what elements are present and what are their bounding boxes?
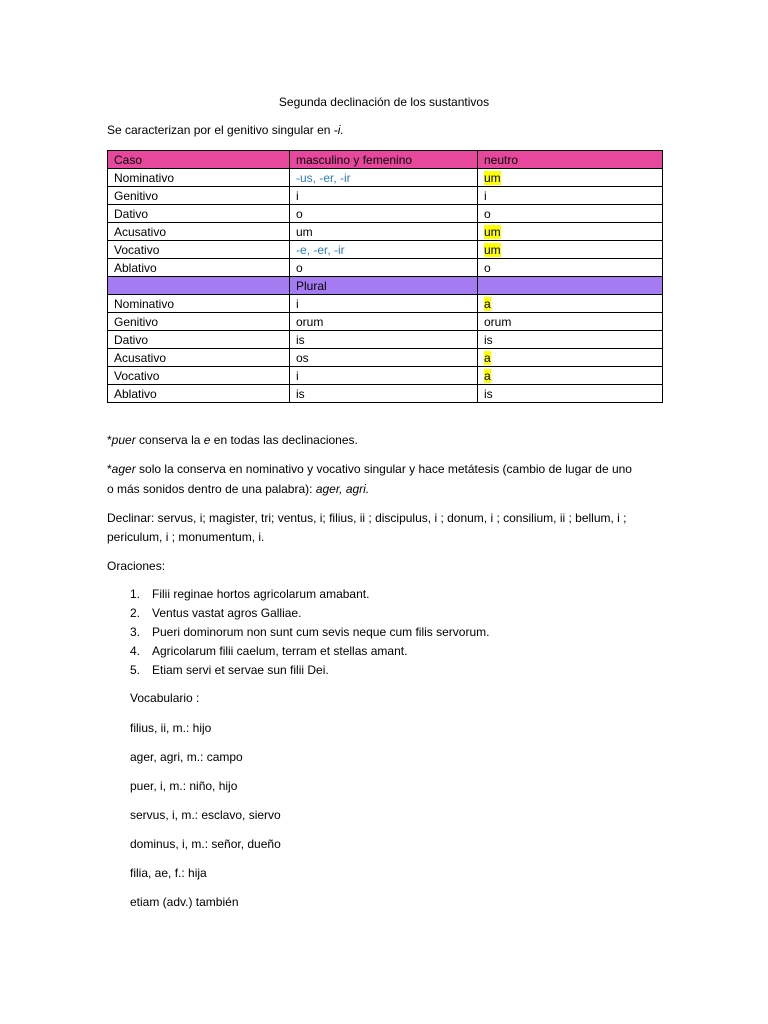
masc-fem-cell: um — [290, 223, 478, 241]
masc-fem-cell — [290, 241, 478, 259]
note-puer — [107, 432, 358, 448]
list-number: 2. — [130, 606, 141, 620]
list-number: 5. — [130, 663, 141, 677]
vocabulario-heading: Vocabulario : — [130, 691, 200, 705]
caso-cell: Nominativo — [108, 295, 290, 313]
table-row — [108, 295, 663, 313]
header-neutro: neutro — [478, 151, 663, 169]
masc-fem-cell: i — [290, 295, 478, 313]
table-row — [108, 367, 663, 385]
caso-cell: Genitivo — [108, 187, 290, 205]
table-header-row — [108, 151, 663, 169]
note-text: * — [107, 433, 112, 447]
neutro-cell — [478, 295, 663, 313]
caso-cell: Genitivo — [108, 313, 290, 331]
caso-cell: Acusativo — [108, 223, 290, 241]
list-item — [130, 586, 369, 602]
header-caso: Caso — [108, 151, 290, 169]
neutro-cell: is — [478, 385, 663, 403]
note-emphasis: ager — [111, 462, 136, 476]
table-row — [108, 187, 663, 205]
neutro-cell — [478, 367, 663, 385]
declension-table — [107, 150, 663, 403]
ending-text: a — [484, 368, 491, 383]
list-item — [130, 662, 329, 678]
neutro-cell — [478, 241, 663, 259]
plural-blank-cell — [478, 277, 663, 295]
masc-fem-cell: os — [290, 349, 478, 367]
vocab-item: filia, ae, f.: hija — [130, 866, 207, 880]
neutro-cell: o — [478, 259, 663, 277]
list-item — [130, 605, 301, 621]
table-row — [108, 223, 663, 241]
list-text: Pueri dominorum non sunt cum sevis neque cum filis servorum. — [152, 625, 490, 639]
caso-cell: Dativo — [108, 205, 290, 223]
ending-text: um — [484, 224, 501, 239]
masc-fem-cell: orum — [290, 313, 478, 331]
masc-fem-cell: is — [290, 331, 478, 349]
masc-fem-cell: i — [290, 367, 478, 385]
vocab-item: ager, agri, m.: campo — [130, 750, 243, 764]
note-text: conserva la — [135, 433, 204, 447]
plural-blank-cell — [108, 277, 290, 295]
oraciones-heading: Oraciones: — [107, 559, 166, 573]
intro-text: Se caracterizan por el genitivo singular en — [107, 123, 334, 137]
list-item — [130, 624, 489, 640]
list-number: 4. — [130, 644, 141, 658]
masc-fem-cell: i — [290, 187, 478, 205]
vocab-item: puer, i, m.: niño, hijo — [130, 779, 238, 793]
note-text: * — [107, 462, 112, 476]
ending-text: um — [484, 242, 501, 257]
note-ager-line-1 — [107, 461, 632, 477]
list-text: Agricolarum filii caelum, terram et stellas amant. — [152, 644, 408, 658]
note-text: o más sonidos dentro de una palabra): — [107, 482, 316, 496]
list-text: Etiam servi et servae sun filii Dei. — [152, 663, 329, 677]
masc-fem-cell: o — [290, 205, 478, 223]
list-text: Ventus vastat agros Galliae. — [152, 606, 302, 620]
list-number: 1. — [130, 587, 141, 601]
masc-fem-cell — [290, 169, 478, 187]
table-row — [108, 259, 663, 277]
neutro-cell — [478, 349, 663, 367]
note-emphasis: ager, agri. — [315, 482, 370, 496]
note-ager-line-2 — [107, 481, 369, 497]
caso-cell: Acusativo — [108, 349, 290, 367]
ending-text: a — [484, 350, 491, 365]
neutro-cell: is — [478, 331, 663, 349]
intro-emphasis: -i. — [333, 123, 344, 137]
note-emphasis: e — [203, 433, 211, 447]
ending-text: um — [484, 170, 501, 185]
caso-cell: Vocativo — [108, 241, 290, 259]
caso-cell: Vocativo — [108, 367, 290, 385]
ending-text: -us, -er, -ir — [296, 170, 351, 185]
note-text: solo la conserva en nominativo y vocativo singular y hace metátesis (cambio de lugar de uno — [135, 462, 632, 476]
caso-cell: Nominativo — [108, 169, 290, 187]
table-row — [108, 205, 663, 223]
plural-label: Plural — [290, 277, 478, 295]
masc-fem-cell: is — [290, 385, 478, 403]
list-item — [130, 643, 407, 659]
table-row — [108, 385, 663, 403]
vocab-item: dominus, i, m.: señor, dueño — [130, 837, 281, 851]
masc-fem-cell: o — [290, 259, 478, 277]
neutro-cell: i — [478, 187, 663, 205]
declinar-line-2: periculum, i ; monumentum, i. — [107, 530, 265, 544]
table-row — [108, 313, 663, 331]
vocab-item: etiam (adv.) también — [130, 895, 239, 909]
table-row — [108, 331, 663, 349]
neutro-cell — [478, 223, 663, 241]
table-row — [108, 349, 663, 367]
neutro-cell: orum — [478, 313, 663, 331]
vocab-item: servus, i, m.: esclavo, siervo — [130, 808, 281, 822]
caso-cell: Ablativo — [108, 385, 290, 403]
ending-text: a — [484, 296, 491, 311]
header-masc-fem: masculino y femenino — [290, 151, 478, 169]
page-title: Segunda declinación de los sustantivos — [278, 95, 490, 109]
neutro-cell — [478, 169, 663, 187]
table-row — [108, 169, 663, 187]
table-row — [108, 241, 663, 259]
declinar-line-1: Declinar: servus, i; magister, tri; ventus, i; filius, ii ; discipulus, i ; donum, i ; consilium, ii ; bellum, i ; — [107, 511, 627, 525]
neutro-cell: o — [478, 205, 663, 223]
caso-cell: Dativo — [108, 331, 290, 349]
list-number: 3. — [130, 625, 141, 639]
plural-header-row — [108, 277, 663, 295]
note-text: en todas las declinaciones. — [210, 433, 358, 447]
list-text: Filii reginae hortos agricolarum amabant. — [152, 587, 370, 601]
caso-cell: Ablativo — [108, 259, 290, 277]
vocab-item: filius, ii, m.: hijo — [130, 721, 212, 735]
note-emphasis: puer — [111, 433, 136, 447]
intro-line — [107, 122, 344, 138]
ending-text: -e, -er, -ir — [296, 242, 345, 257]
